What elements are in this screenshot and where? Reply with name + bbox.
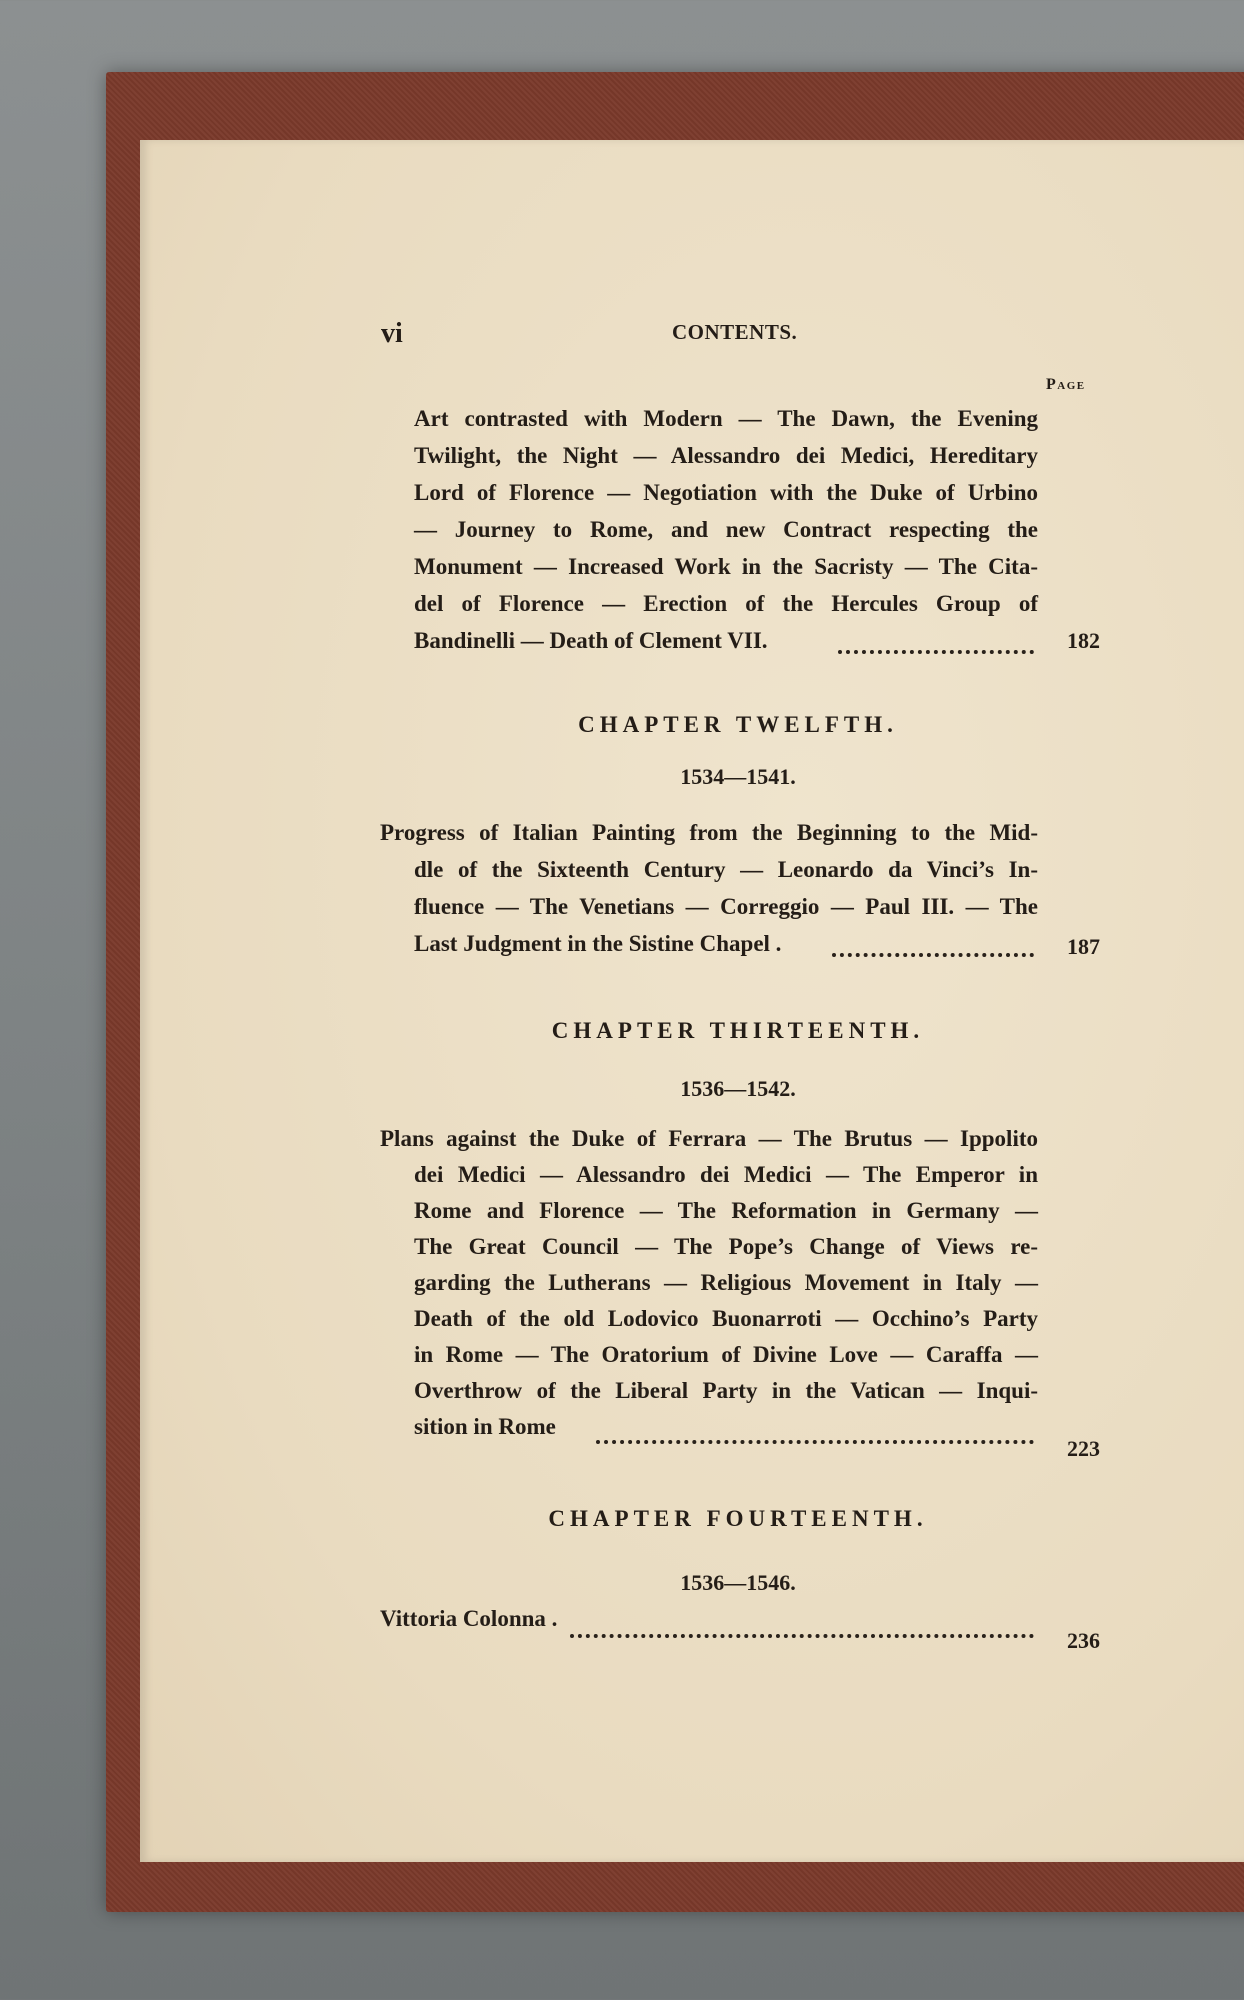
entry-line: — Journey to Rome, and new Contract respecting the — [414, 517, 1038, 542]
page-number: vi — [381, 318, 403, 349]
chapter-dates: 1534—1541. — [680, 764, 796, 789]
entry-line: Progress of Italian Painting from the Beginning to the Mid- — [380, 820, 1038, 845]
chapter-dates: 1536—1542. — [680, 1076, 796, 1101]
page-column-label: Page — [1046, 376, 1086, 393]
entry-line: The Great Council — The Pope’s Change of Views re- — [414, 1234, 1038, 1259]
entry-line: dle of the Sixteenth Century — Leonardo da Vinci’s In- — [414, 857, 1038, 882]
dot-leader — [570, 1634, 1034, 1638]
entry-line: del of Florence — Erection of the Hercules Group of — [414, 591, 1038, 616]
page-title: CONTENTS. — [672, 320, 798, 344]
chapter-heading: CHAPTER FOURTEENTH. — [548, 1506, 928, 1531]
entry-line: dei Medici — Alessandro dei Medici — The Emperor in — [414, 1162, 1038, 1187]
entry-line: Monument — Increased Work in the Sacristy — The Cita- — [414, 554, 1038, 579]
book-page — [140, 140, 1244, 1862]
entry-line: in Rome — The Oratorium of Divine Love — Caraffa — — [414, 1342, 1038, 1367]
entry-page-number: 223 — [1067, 1436, 1100, 1461]
chapter-heading: CHAPTER THIRTEENTH. — [551, 1018, 925, 1043]
chapter-dates: 1536—1546. — [680, 1570, 796, 1595]
entry-line: Vittoria Colonna . — [380, 1606, 558, 1631]
entry-line: Art contrasted with Modern — The Dawn, the Evening — [414, 406, 1038, 431]
entry-line: Plans against the Duke of Ferrara — The Brutus — Ippolito — [380, 1126, 1038, 1151]
entry-line: Overthrow of the Liberal Party in the Vatican — Inqui- — [414, 1378, 1038, 1403]
dot-leader — [832, 953, 1034, 957]
entry-line: Death of the old Lodovico Buonarroti — Occhino’s Party — [414, 1306, 1038, 1331]
entry-line: Last Judgment in the Sistine Chapel . — [414, 931, 782, 956]
entry-line: fluence — The Venetians — Correggio — Paul III. — The — [414, 894, 1038, 919]
entry-line: Rome and Florence — The Reformation in Germany — — [414, 1198, 1038, 1223]
entry-page-number: 182 — [1067, 628, 1100, 653]
entry-line: garding the Lutherans — Religious Movement in Italy — — [414, 1270, 1038, 1295]
entry-line: sition in Rome — [414, 1414, 556, 1439]
entry-page-number: 187 — [1067, 934, 1100, 959]
entry-line: Twilight, the Night — Alessandro dei Medici, Hereditary — [414, 443, 1038, 468]
dot-leader — [596, 1440, 1034, 1444]
entry-page-number: 236 — [1067, 1628, 1100, 1653]
entry-line: Lord of Florence — Negotiation with the Duke of Urbino — [414, 480, 1038, 505]
entry-line: Bandinelli — Death of Clement VII. — [414, 628, 768, 653]
dot-leader — [838, 650, 1034, 654]
chapter-heading: CHAPTER TWELFTH. — [578, 712, 898, 737]
